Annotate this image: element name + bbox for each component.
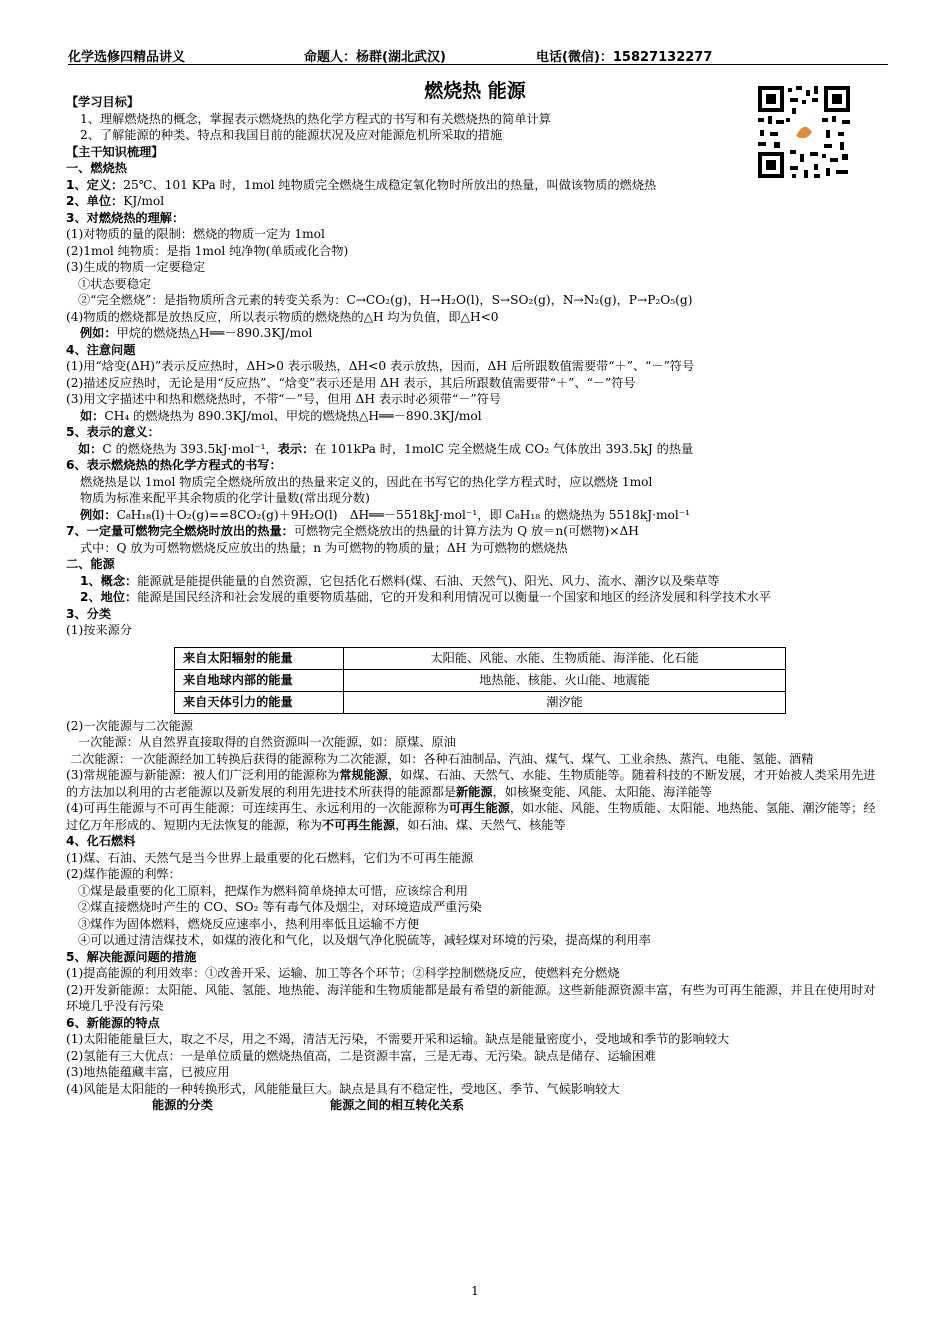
formula-text: 可燃物完全燃烧放出的热量的计算方法为 Q 放＝n(可燃物)×ΔH <box>293 524 639 538</box>
paragraph-part: ，如煤、石油、天然气、水能、生物质能等。随着科技的不断发展，才开始被人类采用先进的方法加以利用的古老能源以及新发展的利用先进技术所获得的能源都是 <box>66 768 876 799</box>
subsection-heading: 6、新能源的特点 <box>66 1015 160 1030</box>
meaning-label: 表示： <box>277 441 315 456</box>
emphasis-term: 可再生能源 <box>448 801 510 815</box>
text-line: ②煤直接燃烧时产生的 CO、SO₂ 等有毒气体及烟尘，对环境造成严重污染 <box>78 900 482 914</box>
text-line: (3)用文字描述中和热和燃烧热时，不带“－”号，但用 ΔH 表示时必须带“－”符号 <box>66 392 501 406</box>
caption-conversion: 能源之间的相互转化关系 <box>330 1098 465 1112</box>
subsection-heading: 6、表示燃烧热的热化学方程式的书写： <box>66 458 282 472</box>
text-line: 式中：Q 放为可燃物燃烧反应放出的热量；n 为可燃物的物质的量；ΔH 为可燃物的燃烧热 <box>80 540 568 555</box>
text-line: (2)煤作能源的利弊： <box>66 867 181 881</box>
subsection-heading: 4、化石燃料 <box>66 834 136 848</box>
paragraph-part: ，如水能、风能、生物质能、太阳能、地热能、氢能、潮汐能等；经过亿万年形成的、短期内无法恢复的能源，称为 <box>66 801 876 832</box>
text-line: ①状态要稳定 <box>78 276 152 291</box>
text-paragraph: 二次能源：一次能源经加工转换后获得的能源称为二次能源，如：各种石油制品、汽油、煤气、煤气、工业余热、蒸汽、电能、氢能、酒精 <box>70 751 814 766</box>
text-line: 燃烧热是以 1mol 物质完全燃烧所放出的热量来定义的，因此在书写它的热化学方程式时，应以燃烧 1mol <box>80 474 653 489</box>
energy-source-table <box>174 647 786 714</box>
paragraph-part: ，如核聚变能、风能、太阳能、海洋能等 <box>492 784 712 799</box>
example-text: C 的燃烧热为 393.5kJ·mol⁻¹， <box>102 441 278 456</box>
subsection-heading: 3、对燃烧热的理解： <box>66 210 185 225</box>
header-contact: 电话(微信)：15827132277 <box>536 50 713 65</box>
page-title: 燃烧热 能源 <box>424 80 526 102</box>
example-text: 甲烷的燃烧热△H══－890.3KJ/mol <box>116 326 313 340</box>
goal-1: 1、理解燃烧热的概念，掌握表示燃烧热的热化学方程式的书写和有关燃烧热的简单计算 <box>80 111 551 126</box>
term-label: 2、单位： <box>66 194 124 208</box>
table-cell-key: 来自天体引力的能量 <box>175 691 344 713</box>
text-line: (1)按来源分 <box>66 623 133 637</box>
status-text: 能源是国民经济和社会发展的重要物质基础，它的开发和利用情况可以衡量一个国家和地区的经济发展和科学技术水平 <box>137 590 771 604</box>
term-label: 1、概念： <box>80 573 138 588</box>
table-cell-key: 来自地球内部的能量 <box>175 669 344 691</box>
table-row <box>175 669 786 691</box>
text-line: ③煤作为固体燃料，燃烧反应速率小，热利用率低且运输不方便 <box>78 916 420 931</box>
emphasis-term: 新能源 <box>456 784 493 799</box>
concept-text: 能源就是能提供能量的自然资源，它包括化石燃料(煤、石油、天然气)、阳光、风力、流水、潮汐以及柴草等 <box>137 573 720 588</box>
subsection-heading: 5、解决能源问题的措施 <box>66 949 197 964</box>
term-label: 2、地位： <box>80 590 138 604</box>
text-line: 一次能源：从自然界直接取得的自然资源叫一次能源，如：原煤、原油 <box>78 735 456 749</box>
example-text: CH₄ 的燃烧热为 890.3KJ/mol、甲烷的燃烧热△H══－890.3KJ/mol <box>104 408 482 423</box>
goal-2: 2、了解能源的种类、特点和我国目前的能源状况及应对能源危机所采取的措施 <box>80 128 503 142</box>
section-heading: 【主干知识梳理】 <box>66 144 164 159</box>
definition-text: 25℃、101 KPa 时，1mol 纯物质完全燃烧生成稳定氧化物时所放出的热量，叫做该物质的燃烧热 <box>123 177 657 192</box>
text-line: (1)太阳能能量巨大，取之不尽，用之不竭，清洁无污染，不需要开采和运输。缺点是能量密度小，受地域和季节的影响较大 <box>66 1032 730 1046</box>
subsection-heading: 4、注意问题 <box>66 342 136 357</box>
table-row <box>175 647 786 669</box>
equation-text: C₈H₁₈(l)＋O₂(g)==8CO₂(g)＋9H₂O(l) ΔH══－5518kJ·mol⁻¹，即 C₈H₁₈ 的燃烧热为 5518kJ·mol⁻¹ <box>116 507 691 522</box>
text-line: 物质为标准来配平其余物质的化学计量数(常出现分数) <box>80 491 370 505</box>
table-cell-value: 太阳能、风能、水能、生物质能、海洋能、化石能 <box>344 647 786 669</box>
example-label: 如： <box>78 441 103 456</box>
header-course: 化学选修四精品讲义 <box>68 50 186 65</box>
subsection-heading: 5、表示的意义： <box>66 425 160 439</box>
section-heading: 一、燃烧热 <box>66 161 127 175</box>
header-author: 命题人：杨群(湖北武汉) <box>304 50 446 65</box>
unit-text: KJ/mol <box>123 194 165 208</box>
table-cell-value: 潮汐能 <box>344 691 786 713</box>
text-line: (2)1mol 纯物质：是指 1mol 纯净物(单质或化合物) <box>66 243 349 258</box>
text-line: (3)地热能蕴藏丰富，已被应用 <box>66 1065 230 1079</box>
caption-classification: 能源的分类 <box>152 1098 213 1112</box>
page-number: 1 <box>471 1284 479 1298</box>
emphasis-term: 不可再生能源 <box>321 817 396 832</box>
figure-captions <box>66 1097 886 1115</box>
table-cell-value: 地热能、核能、火山能、地震能 <box>344 669 786 691</box>
text-line: (2)一次能源与二次能源 <box>66 718 193 733</box>
paragraph-part: ，如石油、煤、天然气、核能等 <box>395 817 566 832</box>
text-line: (1)对物质的量的限制：燃烧的物质一定为 1mol <box>66 227 325 241</box>
section-heading: 二、能源 <box>66 557 115 571</box>
text-line: (2)氢能有三大优点：一是单位质量的燃烧热值高，二是资源丰富，三是无毒、无污染。缺点是储存、运输困难 <box>66 1048 657 1063</box>
text-line: (1)用“焓变(ΔH)”表示反应热时，ΔH>0 表示吸热，ΔH<0 表示放热，因而，ΔH 后所跟数值需要带“＋”、“－”符号 <box>66 359 695 373</box>
example-label: 如： <box>80 408 105 423</box>
text-line: (1)煤、石油、天然气是当今世界上最重要的化石燃料，它们为不可再生能源 <box>66 850 474 865</box>
paragraph-part: (4)可再生能源与不可再生能源：可连续再生、永远利用的一次能源称为 <box>66 801 449 815</box>
subsection-heading: 3、分类 <box>66 606 112 621</box>
text-line: ②“完全燃烧”：是指物质所含元素的转变关系为：C→CO₂(g)，H→H₂O(l)，S→SO₂(g)，N→N₂(g)，P→P₂O₅(g) <box>78 293 693 307</box>
text-paragraph: (2)开发新能源：太阳能、风能、氢能、地热能、海洋能和生物质能都是最有希望的新能源。这些新能源资源丰富，有些为可再生能源，并且在使用时对环境几乎没有污染 <box>66 982 876 1013</box>
emphasis-term: 常规能源 <box>339 768 388 782</box>
text-line: ①煤是最重要的化工原料，把煤作为燃料简单烧掉太可惜，应该综合利用 <box>78 883 468 898</box>
meaning-text: 在 101kPa 时，1molC 完全燃烧生成 CO₂ 气体放出 393.5kJ 的热量 <box>314 441 694 456</box>
table-cell-key: 来自太阳辐射的能量 <box>175 647 344 669</box>
text-line: (2)描述反应热时，无论是用“反应热”、“焓变”表示还是用 ΔH 表示，其后所跟数值需要带“＋”、“－”符号 <box>66 375 636 390</box>
text-line: (1)提高能源的利用效率：①改善开采、运输、加工等各个环节；②科学控制燃烧反应，使燃料充分燃烧 <box>66 966 620 980</box>
page-header <box>68 44 888 65</box>
table-row <box>175 691 786 713</box>
example-label: 例如： <box>80 507 117 522</box>
main-content <box>66 94 886 1115</box>
text-line: (4)风能是太阳能的一种转换形式，风能能量巨大。缺点是具有不稳定性，受地区、季节、气候影响较大 <box>66 1081 620 1096</box>
subsection-heading: 7、一定量可燃物完全燃烧时放出的热量： <box>66 524 294 538</box>
text-line: ④可以通过清洁煤技术，如煤的液化和气化，以及烟气净化脱硫等，减轻煤对环境的污染，提高煤的利用率 <box>78 933 651 947</box>
paragraph-part: (3)常规能源与新能源：被人们广泛利用的能源称为 <box>66 768 340 782</box>
text-line: (3)生成的物质一定要稳定 <box>66 260 206 274</box>
section-heading: 【学习目标】 <box>66 95 140 109</box>
text-line: (4)物质的燃烧都是放热反应，所以表示物质的燃烧热的△H 均为负值，即△H<0 <box>66 309 499 324</box>
term-label: 1、定义： <box>66 177 124 192</box>
example-label: 例如： <box>80 326 117 340</box>
